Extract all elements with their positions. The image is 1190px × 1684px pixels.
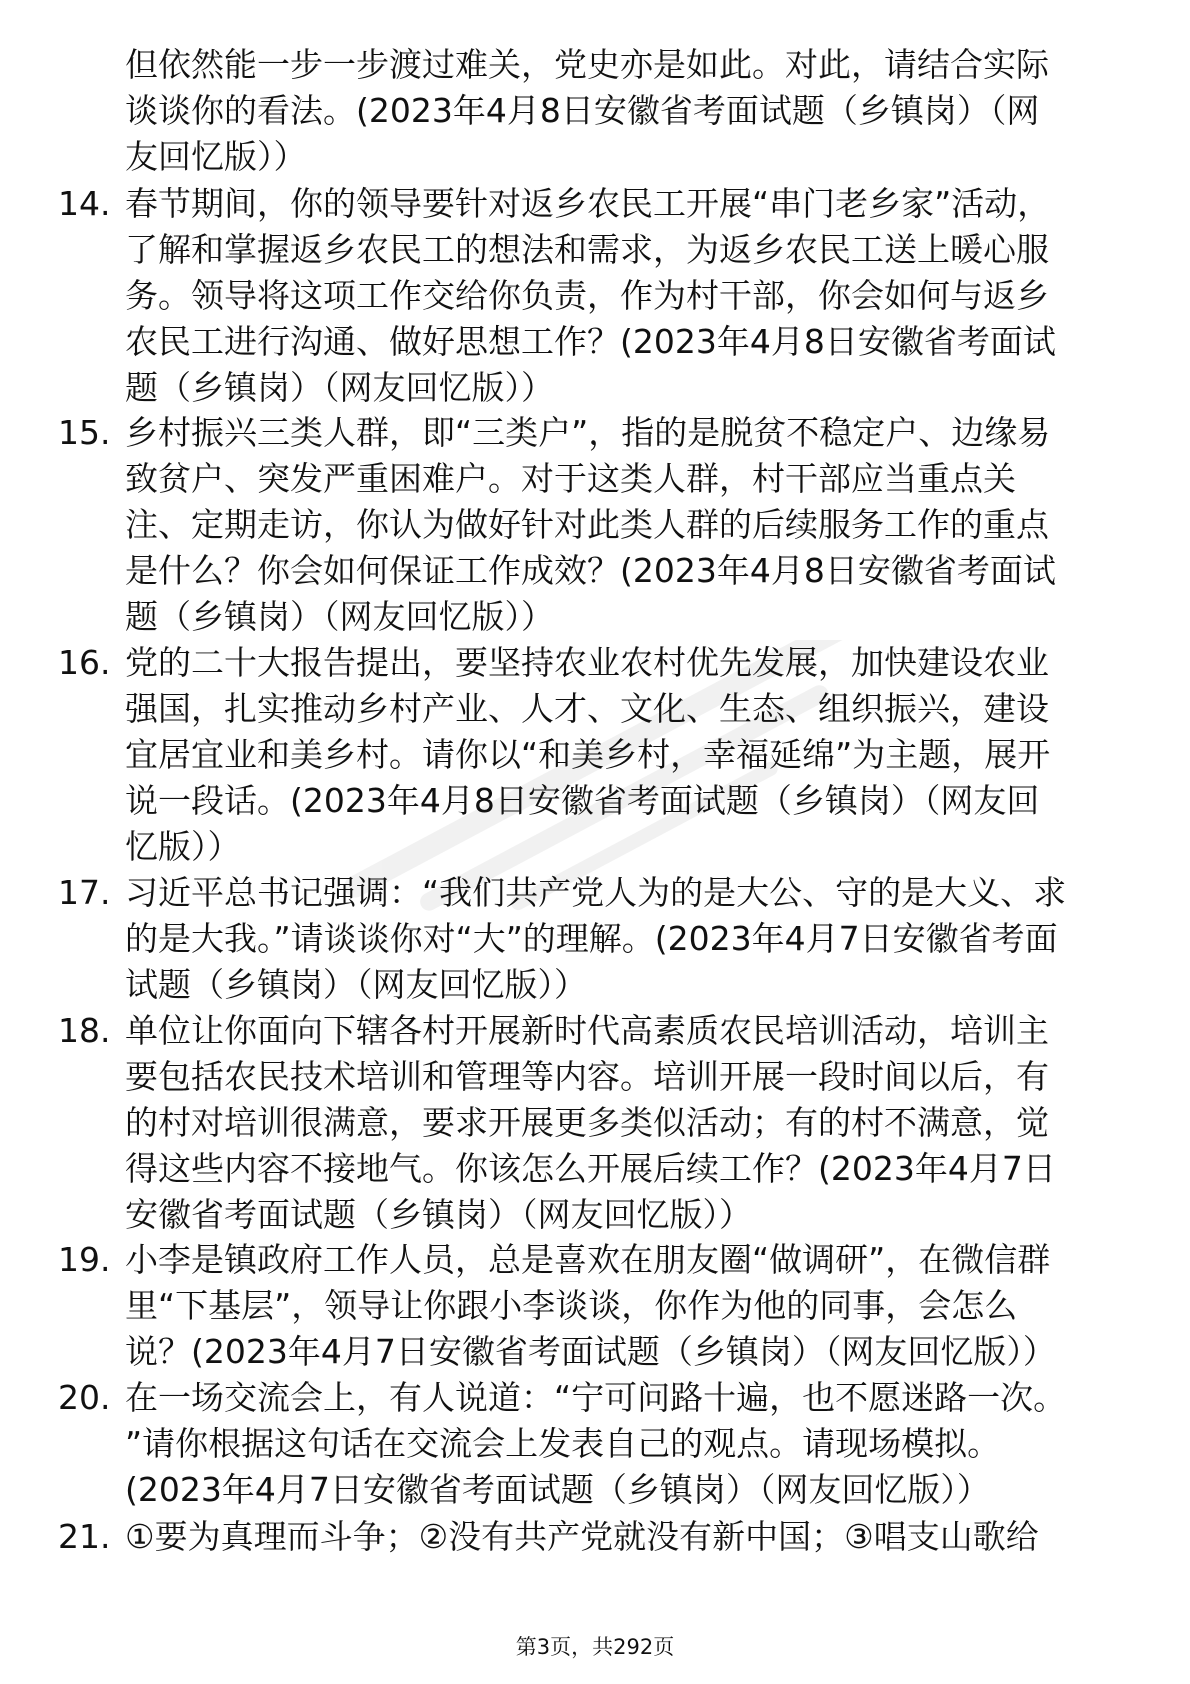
- question-text: 党的二十大报告提出，要坚持农业农村优先发展，加快建设农业 强国，扎实推动乡村产业、人才、文化、生态、组织振兴，建设 宜居宜业和美乡村。请你以“和美乡村，幸福延绵”为主题，展开 说一段话。(2023年4月8日安徽省考面试题（乡镇岗）（网友回 忆版））: [125, 643, 1051, 866]
- question-number: 14.: [58, 184, 111, 223]
- question-text: 乡村振兴三类人群，即“三类户”，指的是脱贫不稳定户、边缘易 致贫户、突发严重困难户。对于这类人群，村干部应当重点关 注、定期走访，你认为做好针对此类人群的后续服务工作的重点 是什么？你会如何保证工作成效？(2023年4月8日安徽省考面试 题（乡镇岗）（网友回忆版））: [125, 413, 1056, 636]
- question-text: ①要为真理而斗争；②没有共产党就没有新中国；③唱支山歌给: [125, 1517, 1039, 1556]
- question-number: 17.: [58, 873, 111, 912]
- question-number: 19.: [58, 1240, 111, 1279]
- question-text: 习近平总书记强调：“我们共产党人为的是大公、守的是大义、求 的是大我。”请谈谈你对“大”的理解。(2023年4月7日安徽省考面 试题（乡镇岗）（网友回忆版））: [125, 873, 1067, 1004]
- question-number: 18.: [58, 1011, 111, 1050]
- question-text: 小李是镇政府工作人员，总是喜欢在朋友圈“做调研”，在微信群 里“下基层”，领导让你跟小李谈谈，你作为他的同事，会怎么 说？(2023年4月7日安徽省考面试题（乡镇岗）（网友回忆版））: [125, 1240, 1056, 1371]
- question-text: 但依然能一步一步渡过难关，党史亦是如此。对此，请结合实际 谈谈你的看法。(2023年4月8日安徽省考面试题（乡镇岗）（网 友回忆版））: [125, 45, 1049, 176]
- question-text: 单位让你面向下辖各村开展新时代高素质农民培训活动，培训主 要包括农民技术培训和管理等内容。培训开展一段时间以后，有 的村对培训很满意，要求开展更多类似活动；有的村不满意，觉 得这些内容不接地气。你该怎么开展后续工作？(2023年4月7日 安徽省考面试题（乡镇岗）（网友回忆版））: [125, 1011, 1056, 1234]
- question-text: 在一场交流会上，有人说道：“宁可问路十遍，也不愿迷路一次。 ”请你根据这句话在交流会上发表自己的观点。请现场模拟。 (2023年4月7日安徽省考面试题（乡镇岗）（网友回忆版））: [125, 1378, 1067, 1509]
- question-number: 15.: [58, 413, 111, 452]
- question-number: 16.: [58, 643, 111, 682]
- page-footer: 第3页，共292页: [515, 1635, 675, 1659]
- question-text: 春节期间，你的领导要针对返乡农民工开展“串门老乡家”活动， 了解和掌握返乡农民工的想法和需求，为返乡农民工送上暖心服 务。领导将这项工作交给你负责，作为村干部，你会如何与返乡 农民工进行沟通、做好思想工作？(2023年4月8日安徽省考面试 题（乡镇岗）（网友回忆版））: [125, 184, 1056, 407]
- question-number: 21.: [58, 1517, 111, 1556]
- question-number: 20.: [58, 1378, 111, 1417]
